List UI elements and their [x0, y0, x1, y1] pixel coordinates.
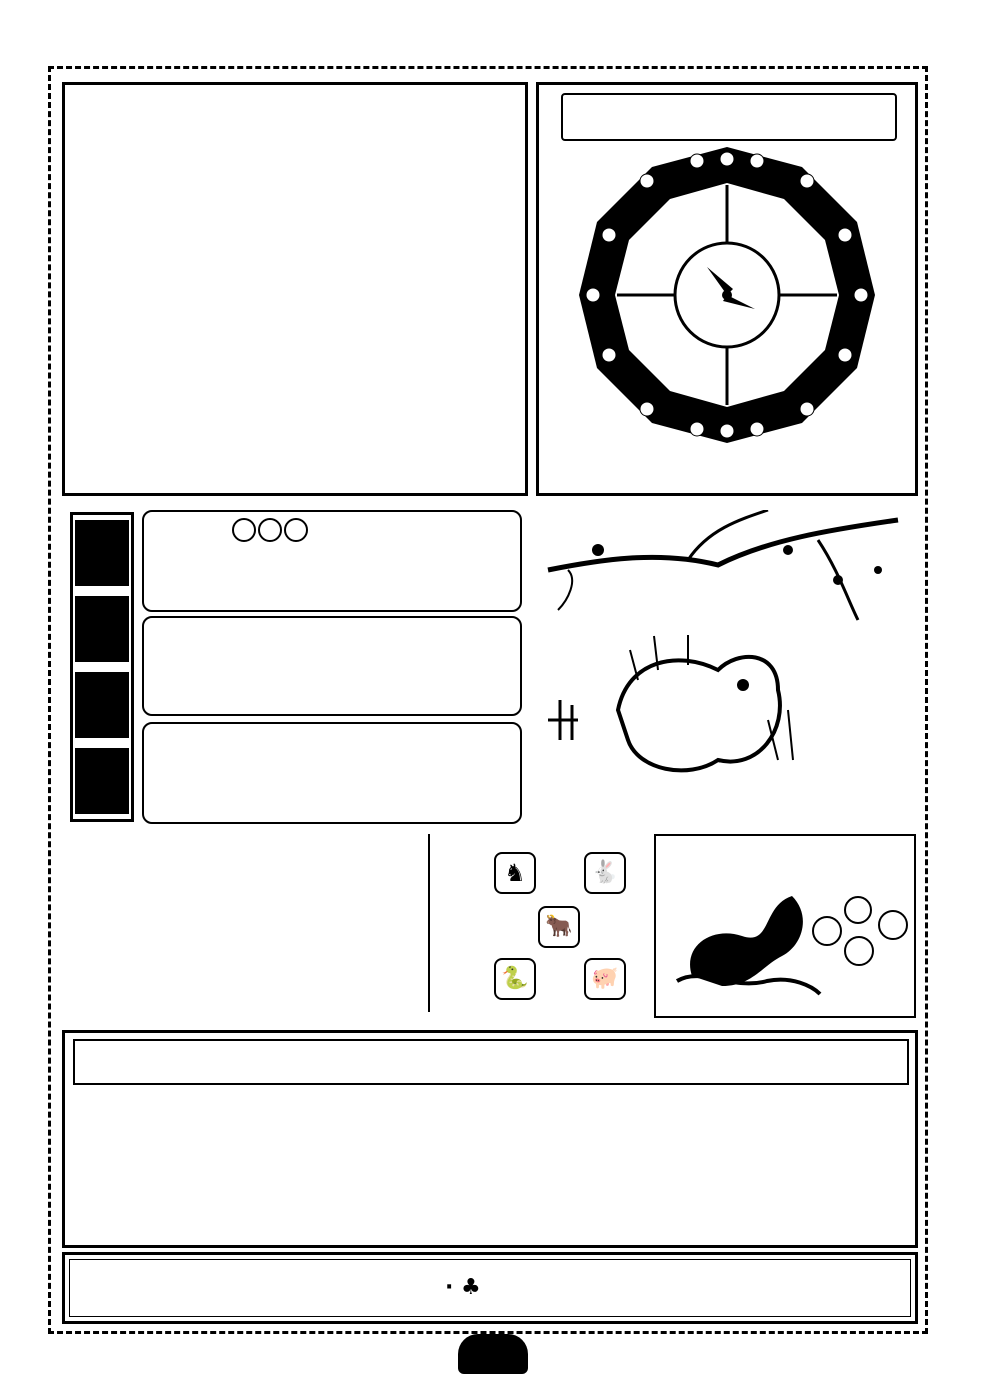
horse-icon: ♞: [494, 852, 536, 894]
poem-box: [62, 82, 528, 496]
wave-box-2: [142, 616, 522, 716]
dog-painting-graphic: [538, 510, 914, 828]
right-decorative-strip: [938, 66, 978, 1336]
wave-box-1: [142, 510, 522, 612]
dragon-graphic: [672, 886, 822, 996]
bagua-wheel-graphic: [577, 145, 877, 445]
bagua-box: [536, 82, 918, 496]
zodiac-poem: [62, 836, 422, 1016]
dragon-ball: [844, 936, 874, 966]
wave-side-char: [75, 748, 129, 814]
number-ball: [232, 518, 256, 542]
wave-side-char: [75, 672, 129, 738]
ox-icon: 🐂: [538, 906, 580, 948]
left-decorative-strip: [8, 66, 44, 1336]
wave-side-label: [70, 512, 134, 822]
footer-ornament: · ♣: [445, 1275, 481, 1300]
wave-box-3: [142, 722, 522, 824]
divination-section: [62, 1030, 918, 1248]
dragon-ball: [812, 916, 842, 946]
number-ball: [284, 518, 308, 542]
ink-painting: [538, 510, 914, 828]
pig-icon: 🐖: [584, 958, 626, 1000]
bottom-ornament: [458, 1334, 528, 1374]
wave-side-char: [75, 596, 129, 662]
dragon-ball: [878, 910, 908, 940]
wave-side-char: [75, 520, 129, 586]
rabbit-icon: 🐇: [584, 852, 626, 894]
dragon-ball: [844, 896, 872, 924]
footer-banner: [62, 1252, 918, 1324]
dragon-box: [654, 834, 916, 1018]
top-decorative-strip: [10, 36, 976, 62]
bottom-decorative-strip: [10, 1344, 650, 1370]
transparent-code-box: [428, 834, 646, 1012]
number-ball: [258, 518, 282, 542]
snake-icon: 🐍: [494, 958, 536, 1000]
